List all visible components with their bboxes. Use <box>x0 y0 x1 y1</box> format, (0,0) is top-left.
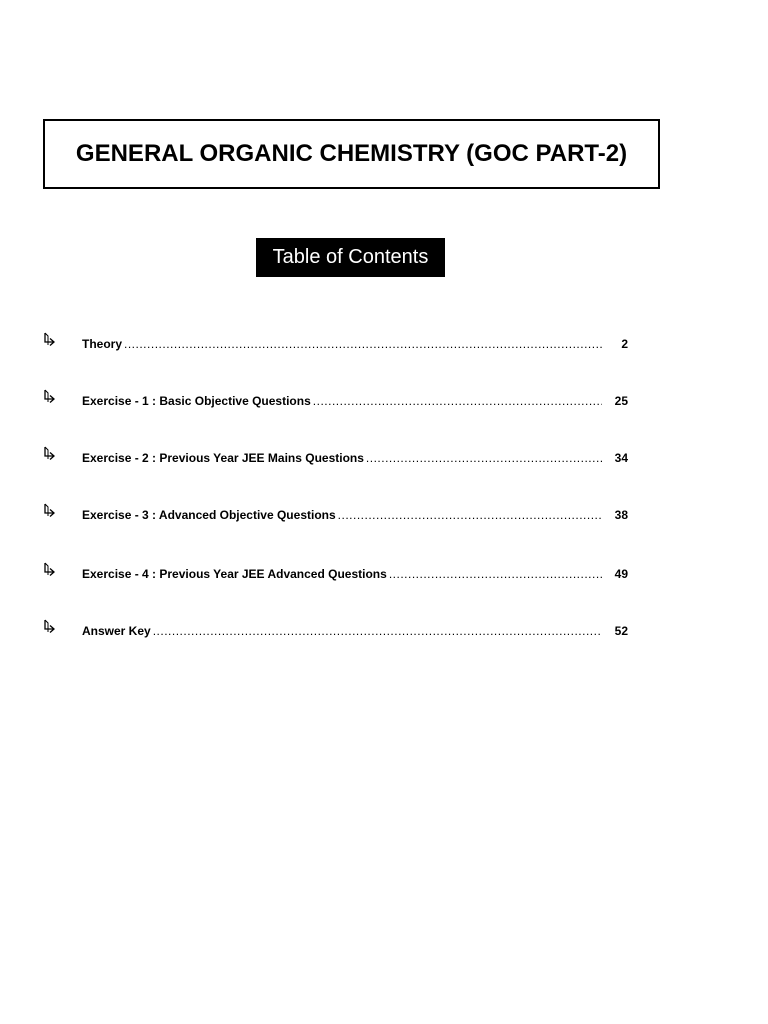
toc-entry-line <box>82 448 602 466</box>
toc-item-page: 49 <box>614 567 628 581</box>
toc-entry-line <box>82 391 602 409</box>
arrow-pointer-icon <box>42 445 60 463</box>
toc-leader-dots <box>124 336 602 352</box>
toc-item-page: 25 <box>614 394 628 408</box>
toc-entry-line <box>82 564 602 582</box>
toc-heading: Table of Contents <box>256 238 445 277</box>
toc-item-exercise-2[interactable] <box>40 448 630 466</box>
toc-leader-dots <box>153 623 602 639</box>
toc-item-label: Exercise - 3 : Advanced Objective Questions <box>82 508 336 522</box>
document-title-box <box>43 119 660 189</box>
toc-item-label: Exercise - 1 : Basic Objective Questions <box>82 394 311 408</box>
toc-item-exercise-3[interactable] <box>40 505 630 523</box>
toc-entry-line <box>82 621 602 639</box>
toc-item-page: 2 <box>621 337 628 351</box>
toc-item-page: 52 <box>614 624 628 638</box>
toc-entry-line <box>82 505 602 523</box>
toc-leader-dots <box>389 566 602 582</box>
arrow-pointer-icon <box>42 502 60 520</box>
toc-item-label: Answer Key <box>82 624 151 638</box>
toc-item-page: 38 <box>614 508 628 522</box>
toc-item-theory[interactable] <box>40 334 630 352</box>
arrow-pointer-icon <box>42 561 60 579</box>
toc-item-page: 34 <box>614 451 628 465</box>
toc-entry-line <box>82 334 602 352</box>
toc-item-answer-key[interactable] <box>40 621 630 639</box>
toc-item-label: Theory <box>82 337 123 351</box>
document-title: GENERAL ORGANIC CHEMISTRY (GOC PART-2) <box>75 140 628 167</box>
toc-item-label: Exercise - 4 : Previous Year JEE Advanced Questions <box>82 567 387 581</box>
toc-leader-dots <box>338 507 602 523</box>
arrow-pointer-icon <box>42 331 60 349</box>
toc-item-label: Exercise - 2 : Previous Year JEE Mains Questions <box>82 451 364 465</box>
arrow-pointer-icon <box>42 618 60 636</box>
toc-item-exercise-4[interactable] <box>40 564 630 582</box>
toc-leader-dots <box>366 450 602 466</box>
arrow-pointer-icon <box>42 388 60 406</box>
toc-leader-dots <box>313 393 602 409</box>
toc-item-exercise-1[interactable] <box>40 391 630 409</box>
